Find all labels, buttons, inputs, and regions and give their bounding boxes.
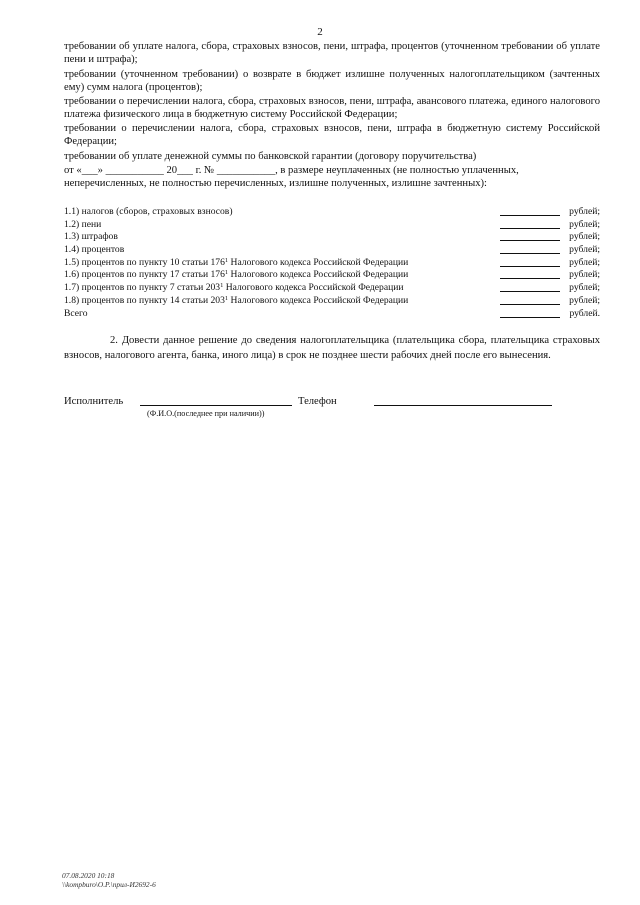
phone-line [374, 405, 552, 406]
item-label-tail: Налогового кодекса Российской Федерации [228, 256, 409, 268]
footer-timestamp: 07.08.2020 10:18 [62, 871, 115, 880]
item-label-tail: Налогового кодекса Российской Федерации [228, 294, 409, 306]
item-label: 1.6) процентов по пункту 17 статьи 176 [64, 269, 225, 281]
paragraph-requirement-refund: требовании (уточненном требовании) о возврате в бюджет излишне полученных налогоплательщиком (зачтенных ему) сумм налога (процентов); [64, 69, 600, 93]
item-unit: рублей; [569, 206, 600, 217]
amount-blank [500, 278, 560, 279]
list-item [64, 282, 600, 295]
list-item-total [64, 308, 600, 321]
item-label: 1.4) процентов [64, 244, 125, 256]
date-number-line-continued: неперечисленных, не полностью перечисленных, излишне полученных, излишне зачтенных): [64, 178, 487, 189]
item-superscript: 1 [224, 269, 229, 277]
item-label-tail: Налогового кодекса Российской Федерации [228, 269, 409, 281]
paragraph-requirement-guarantee: требовании об уплате денежной суммы по банковской гарантии (договору поручительства) [64, 151, 477, 162]
item-unit: рублей; [569, 244, 600, 256]
item-label: 1.2) пени [64, 218, 102, 230]
amount-blank [500, 317, 560, 318]
item-unit: рублей; [569, 256, 600, 268]
list-item [64, 219, 600, 232]
footer-source-path: \\kompburo\О.Р.\прил-И2692-6 [62, 880, 156, 889]
item-label-tail: Налогового кодекса Российской Федерации [223, 282, 404, 294]
item-unit: рублей. [569, 307, 600, 319]
amount-blank [500, 228, 560, 229]
executor-signature-line [140, 405, 292, 406]
item-label: 1.7) процентов по пункту 7 статьи 203 [64, 282, 221, 294]
amount-blank [500, 291, 560, 292]
amount-blank [500, 215, 560, 216]
amount-blank [500, 253, 560, 254]
paragraph-requirement-tax: требовании об уплате налога, сбора, страховых взносов, пени, штрафа, процентов (уточненном требовании об уплате пени и штрафа); [64, 41, 600, 65]
list-item [64, 269, 600, 282]
item-label: 1.1) налогов (сборов, страховых взносов) [64, 206, 233, 217]
item-unit: рублей; [569, 231, 600, 243]
list-item [64, 206, 600, 219]
amount-blank [500, 240, 560, 241]
item-superscript: 1 [224, 294, 229, 302]
item-superscript: 1 [220, 282, 224, 290]
page-number: 2 [317, 26, 323, 38]
item-unit: рублей; [569, 269, 600, 281]
paragraph-point-2: 2. Довести данное решение до сведения налогоплательщика (плательщика сбора, плательщика страховых взносов, налогового агента, банка, иного лица) в срок не позднее шести рабочих дней после его вынесения. [64, 335, 600, 361]
phone-label: Телефон [298, 396, 337, 407]
item-unit: рублей; [569, 294, 600, 306]
item-unit: рублей; [569, 218, 600, 230]
item-label: Всего [64, 307, 88, 319]
list-item [64, 244, 600, 257]
item-label: 1.3) штрафов [64, 231, 118, 243]
amount-blank [500, 304, 560, 305]
list-item [64, 257, 600, 270]
item-label: 1.5) процентов по пункту 10 статьи 176 [64, 256, 225, 268]
date-number-line: от «___» ___________ 20___ г. № ___________, в размере неуплаченных (не полностью уплаченных, [64, 165, 519, 176]
executor-label: Исполнитель [64, 396, 124, 407]
list-item [64, 295, 600, 308]
item-unit: рублей; [569, 282, 600, 294]
list-item [64, 231, 600, 244]
amount-blank [500, 266, 560, 267]
paragraph-requirement-transfer-budget: требовании о перечислении налога, сбора, страховых взносов, пени, штрафа в бюджетную систему Российской Федерации; [64, 123, 600, 147]
item-label: 1.8) процентов по пункту 14 статьи 203 [64, 294, 225, 306]
item-superscript: 1 [224, 256, 229, 264]
amounts-list [64, 206, 600, 320]
paragraph-requirement-transfer: требовании о перечислении налога, сбора, страховых взносов, пени, штрафа, авансового платежа, единого налогового платежа физического лица в бюджетную систему Российской Федерации; [64, 96, 600, 120]
executor-caption: (Ф.И.О.(последнее при наличии)) [147, 409, 265, 418]
